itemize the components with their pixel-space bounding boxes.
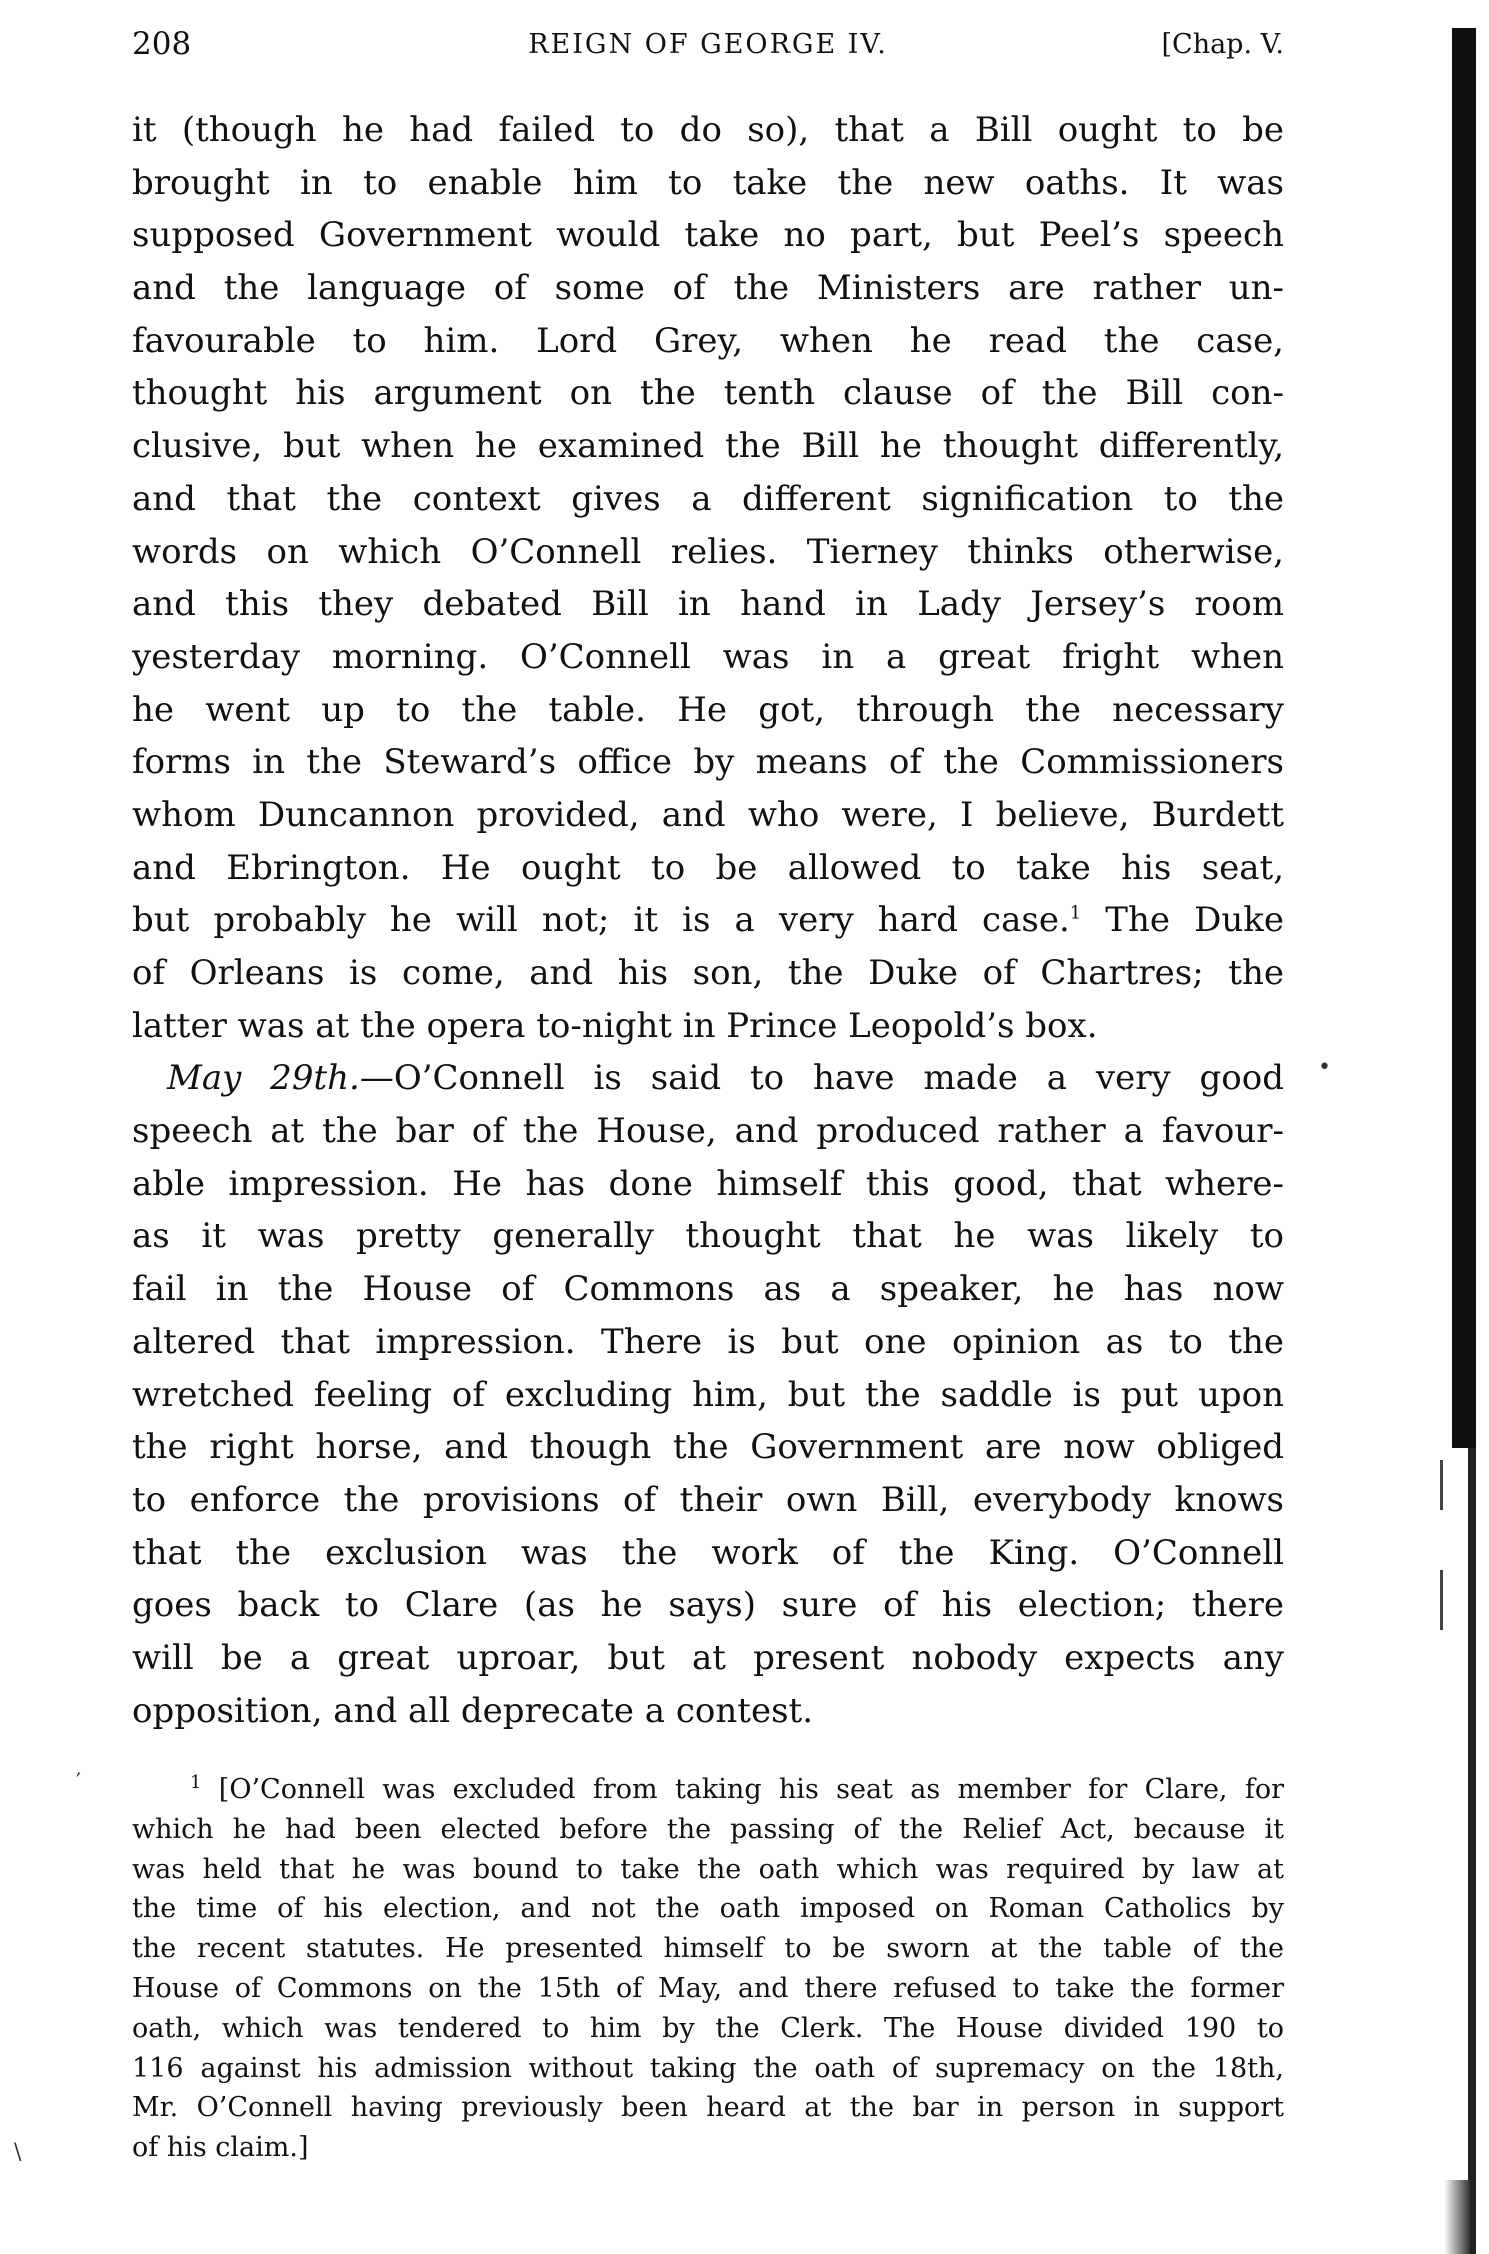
line-text: whom Duncannon provided, and who were, I believe, Burdett <box>132 794 1284 835</box>
text-line <box>132 526 1284 579</box>
line-text: fail in the House of Commons as a speaker, he has now <box>132 1269 1284 1310</box>
text-line <box>132 420 1284 473</box>
text-line <box>132 1685 1284 1738</box>
text-line <box>132 1632 1284 1685</box>
line-text: the recent statutes. He presented himself to be sworn at the table of the <box>132 1933 1284 1965</box>
line-text: and that the context gives a different signification to the <box>132 478 1284 519</box>
scan-edge-shadow <box>1452 28 1476 1448</box>
line-text: —O’Connell is said to have made a very good <box>359 1058 1285 1099</box>
footnote-line <box>132 1810 1284 1850</box>
footnote-ref: 1 <box>1069 902 1082 924</box>
line-text: of his claim.] <box>132 2132 309 2164</box>
text-line <box>132 842 1284 895</box>
line-text: he went up to the table. He got, through the necessary <box>132 689 1284 730</box>
text-line <box>132 1263 1284 1316</box>
footnote-line <box>132 2128 1284 2168</box>
line-text: House of Commons on the 15th of May, and there refused to take the former <box>132 1972 1284 2004</box>
line-text: [O’Connell was excluded from taking his seat as member for Clare, for <box>218 1774 1284 1805</box>
entry-date: May 29th. <box>167 1058 360 1099</box>
line-text: Mr. O’Connell having previously been heard at the bar in person in support <box>132 2092 1284 2124</box>
text-line <box>132 947 1284 1000</box>
line-text: speech at the bar of the House, and produced rather a favour- <box>132 1111 1284 1152</box>
line-text: of Orleans is come, and his son, the Duke of Chartres; the <box>132 953 1284 993</box>
line-text: The Duke <box>1081 900 1284 941</box>
text-line <box>132 315 1284 368</box>
scan-speck: • <box>1318 1055 1331 1080</box>
text-line <box>132 367 1284 420</box>
line-text: favourable to him. Lord Grey, when he read the case, <box>132 320 1284 361</box>
line-text: but probably he will not; it is a very hard case. <box>132 900 1070 941</box>
text-line <box>132 209 1284 262</box>
text-line <box>132 1527 1284 1580</box>
line-text: supposed Government would take no part, but Peel’s speech <box>132 215 1284 256</box>
text-line <box>132 104 1284 157</box>
text-line <box>132 631 1284 684</box>
text-line <box>132 789 1284 842</box>
scan-speck: ′ <box>76 1770 81 1795</box>
scan-mark <box>1440 1460 1443 1510</box>
body-text <box>132 104 1284 1737</box>
line-text: the time of his election, and not the oath imposed on Roman Catholics by <box>132 1893 1284 1925</box>
line-text: altered that impression. There is but one opinion as to the <box>132 1321 1284 1362</box>
text-line <box>132 157 1284 210</box>
text-line <box>132 578 1284 631</box>
text-line <box>132 1421 1284 1474</box>
text-line <box>132 262 1284 315</box>
footnote-line <box>132 1770 1284 1810</box>
text-line <box>132 1105 1284 1158</box>
text-line <box>132 736 1284 789</box>
line-text: clusive, but when he examined the Bill he thought differently, <box>132 426 1284 467</box>
line-text: yesterday morning. O’Connell was in a great fright when <box>132 636 1284 677</box>
text-line <box>132 1579 1284 1632</box>
line-text: goes back to Clare (as he says) sure of his election; there <box>132 1585 1284 1626</box>
line-text: and this they debated Bill in hand in Lady Jersey’s room <box>132 584 1284 625</box>
text-line <box>132 1474 1284 1527</box>
footnote-line <box>132 1969 1284 2009</box>
footnote-line <box>132 2049 1284 2089</box>
line-text: and Ebrington. He ought to be allowed to take his seat, <box>132 847 1284 888</box>
text-line <box>132 1052 1284 1105</box>
line-text: oath, which was tendered to him by the Clerk. The House divided 190 to <box>132 2012 1284 2044</box>
text-line <box>132 1210 1284 1263</box>
running-title: REIGN OF GEORGE IV. <box>528 29 888 60</box>
line-text: forms in the Steward’s office by means of the Commissioners <box>132 742 1284 783</box>
scan-mark <box>1440 1570 1443 1630</box>
footnote <box>132 1770 1284 2168</box>
line-text: and the language of some of the Ministers are rather un- <box>132 268 1284 309</box>
scan-edge-shadow-lower <box>1468 1448 1476 2254</box>
line-text: latter was at the opera to-night in Prince Leopold’s box. <box>132 1005 1098 1046</box>
line-text: that the exclusion was the work of the King. O’Connell <box>132 1532 1284 1573</box>
text-line <box>132 1158 1284 1211</box>
line-text: which he had been elected before the passing of the Relief Act, because it <box>132 1813 1284 1845</box>
line-text: words on which O’Connell relies. Tierney thinks otherwise, <box>132 531 1284 572</box>
text-line <box>132 1369 1284 1422</box>
page-number: 208 <box>132 26 192 62</box>
running-header <box>132 26 1284 66</box>
footnote-line <box>132 1850 1284 1890</box>
text-line <box>132 473 1284 526</box>
footnote-line <box>132 2009 1284 2049</box>
line-text: 116 against his admission without taking the oath of supremacy on the 18th, <box>132 2052 1284 2084</box>
line-text: was held that he was bound to take the oath which was required by law at <box>132 1853 1284 1885</box>
line-text: brought in to enable him to take the new oaths. It was <box>132 162 1284 203</box>
line-text: it (though he had failed to do so), that a Bill ought to be <box>132 110 1284 150</box>
line-text: wretched feeling of excluding him, but the saddle is put upon <box>132 1374 1284 1415</box>
footnote-line <box>132 1929 1284 1969</box>
line-text: to enforce the provisions of their own Bill, everybody knows <box>132 1479 1284 1520</box>
footnote-line <box>132 2088 1284 2128</box>
text-line <box>132 1316 1284 1369</box>
scan-edge-smudge <box>1444 2180 1470 2254</box>
line-text: the right horse, and though the Government are now obliged <box>132 1427 1284 1468</box>
footnote-line <box>132 1889 1284 1929</box>
line-text: opposition, and all deprecate a contest. <box>132 1690 813 1731</box>
text-line <box>132 684 1284 737</box>
line-text: able impression. He has done himself this good, that where- <box>132 1163 1284 1204</box>
scan-speck: \ <box>14 2140 22 2165</box>
line-text: will be a great uproar, but at present nobody expects any <box>132 1637 1284 1678</box>
footnote-marker: 1 <box>190 1772 202 1793</box>
chapter-label: [Chap. V. <box>1161 29 1284 60</box>
text-line <box>132 1000 1284 1053</box>
line-text: thought his argument on the tenth clause of the Bill con- <box>132 373 1284 414</box>
line-text: as it was pretty generally thought that he was likely to <box>132 1216 1284 1257</box>
text-line <box>132 894 1284 947</box>
